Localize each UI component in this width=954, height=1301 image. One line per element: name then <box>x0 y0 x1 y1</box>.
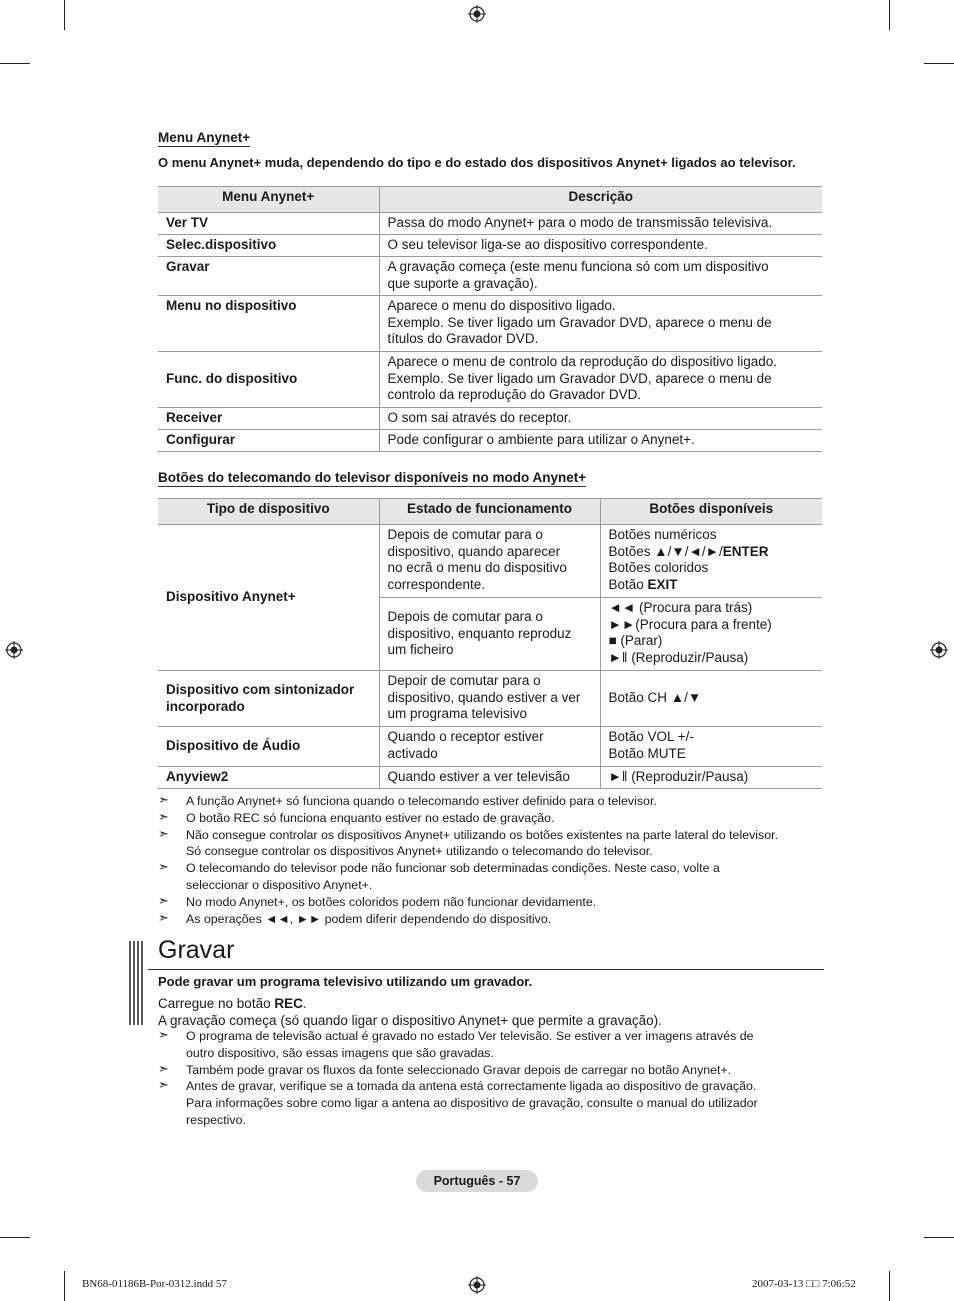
gravar-subtitle: Pode gravar um programa televisivo utilizando um gravador. <box>158 974 533 989</box>
note-text: Para informações sobre como ligar a antena ao dispositivo de gravação, consulte o manual do utilizador <box>186 1096 758 1111</box>
registration-mark-icon <box>468 1276 486 1294</box>
registration-mark-icon <box>468 5 486 23</box>
text-line: Pode configurar o ambiente para utilizar o Anynet+. <box>387 432 695 447</box>
text-line: O som sai através do receptor. <box>387 410 572 425</box>
section-marker <box>129 941 145 1025</box>
state-cell <box>379 598 600 671</box>
page-number-badge: Português - 57 <box>416 1170 538 1192</box>
table-row <box>158 767 822 789</box>
col-buttons-header: Botões disponíveis <box>600 499 822 525</box>
crop-mark <box>64 0 65 30</box>
text-line: que suporte a gravação). <box>387 275 538 291</box>
note-arrow-icon: ➣ <box>158 892 169 908</box>
registration-mark-icon <box>5 641 23 659</box>
anynet-menu-table <box>158 186 822 452</box>
text-line: Exemplo. Se tiver ligado um Gravador DVD, aparece o menu de <box>387 370 772 386</box>
menu-item-label: Selec.dispositivo <box>158 235 379 257</box>
buttons-line: Botões coloridos <box>608 560 709 575</box>
note-item <box>158 911 778 928</box>
menu-intro: O menu Anynet+ muda, dependendo do tipo e do estado dos dispositivos Anynet+ ligados ao televisor. <box>158 155 796 170</box>
text-line: ■ (Parar) <box>608 633 663 648</box>
menu-item-label: Gravar <box>158 257 379 296</box>
menu-item-description <box>379 257 822 296</box>
gravar-result: A gravação começa (só quando ligar o dispositivo Anynet+ que permite a gravação). <box>158 1013 662 1028</box>
note-arrow-icon: ➣ <box>158 859 169 875</box>
text-line: Botão VOL +/- <box>608 729 694 744</box>
buttons-cell: Botão CH ▲/▼ <box>600 671 822 727</box>
menu-item-label: Menu no dispositivo <box>158 296 379 352</box>
device-type-cell: Dispositivo de Áudio <box>158 727 379 767</box>
crop-mark <box>924 1237 954 1238</box>
crop-mark <box>889 0 890 30</box>
date-slug: 2007-03-13 □□ 7:06:52 <box>752 1278 856 1290</box>
notes-list <box>158 793 778 927</box>
text-line: activado <box>387 745 438 761</box>
text-line: ►►(Procura para a frente) <box>608 616 772 632</box>
text-line: Botão MUTE <box>608 745 686 761</box>
note-item <box>158 827 778 861</box>
note-item <box>158 793 778 810</box>
text-line: Quando o receptor estiver <box>387 729 544 744</box>
buttons-cell: ►‖ (Reproduzir/Pausa) <box>600 767 822 789</box>
note-text: As operações ◄◄, ►► podem diferir dependendo do dispositivo. <box>186 911 552 926</box>
arrows-text: Botões ▲/▼/◄/►/ <box>608 543 723 559</box>
menu-item-label: Func. do dispositivo <box>158 352 379 408</box>
device-type-cell: Dispositivo Anynet+ <box>158 525 379 671</box>
text-line: Aparece o menu de controlo da reprodução do dispositivo ligado. <box>387 354 778 369</box>
menu-item-description <box>379 235 822 257</box>
table-row <box>158 430 822 452</box>
table-row <box>158 213 822 235</box>
text-line: Depoir de comutar para o <box>387 673 541 688</box>
instruction-suffix: . <box>302 996 307 1011</box>
text-line: Depois de comutar para o <box>387 527 543 542</box>
section-heading-menu: Menu Anynet+ <box>158 130 251 145</box>
crop-mark <box>64 1271 65 1301</box>
instruction-prefix: Carregue no botão <box>158 996 275 1011</box>
section-heading-buttons: Botões do telecomando do televisor disponíveis no modo Anynet+ <box>158 470 587 485</box>
crop-mark <box>0 1237 30 1238</box>
note-item <box>158 1062 758 1079</box>
device-type-cell: Anyview2 <box>158 767 379 789</box>
state-cell <box>379 727 600 767</box>
note-arrow-icon: ➣ <box>158 1060 169 1076</box>
note-arrow-icon: ➣ <box>158 808 169 824</box>
text-line: Passa do modo Anynet+ para o modo de transmissão televisiva. <box>387 215 773 230</box>
text-line: controlo da reprodução do Gravador DVD. <box>387 387 642 402</box>
col-type-header: Tipo de dispositivo <box>158 499 379 525</box>
state-cell <box>379 671 600 727</box>
col-state-header: Estado de funcionamento <box>379 499 600 525</box>
exit-text: EXIT <box>647 576 678 592</box>
table-row <box>158 296 822 352</box>
menu-item-description <box>379 408 822 430</box>
table-row <box>158 671 822 727</box>
file-slug: BN68-01186B-Por-0312.indd 57 <box>82 1278 227 1290</box>
text-line: dispositivo, enquanto reproduz <box>387 625 572 641</box>
text-line: Depois de comutar para o <box>387 609 543 625</box>
note-text: Não consegue controlar os dispositivos Anynet+ utilizando os botões existentes na parte lateral do televisor. <box>186 827 779 842</box>
divider <box>148 969 824 970</box>
crop-mark <box>0 63 30 64</box>
note-text: seleccionar o dispositivo Anynet+. <box>186 877 373 892</box>
note-text: Só consegue controlar os dispositivos Anynet+ utilizando o telecomando do televisor. <box>186 844 653 859</box>
text-line: dispositivo, quando aparecer <box>387 543 561 559</box>
menu-item-label: Receiver <box>158 408 379 430</box>
buttons-cell <box>600 525 822 598</box>
table-row <box>158 727 822 767</box>
crop-mark <box>889 1271 890 1301</box>
note-text: A função Anynet+ só funciona quando o telecomando estiver definido para o televisor. <box>186 794 657 808</box>
gravar-instruction <box>158 995 307 1012</box>
note-arrow-icon: ➣ <box>158 1027 169 1042</box>
page-title: Gravar <box>158 936 235 964</box>
menu-item-label: Configurar <box>158 430 379 452</box>
note-item <box>158 1028 758 1062</box>
menu-item-label: Ver TV <box>158 213 379 235</box>
note-item <box>158 860 778 894</box>
text-line: Dispositivo com sintonizador <box>166 682 355 697</box>
table-row <box>158 525 822 598</box>
menu-item-description <box>379 296 822 352</box>
note-text: O botão REC só funciona enquanto estiver no estado de gravação. <box>186 810 555 825</box>
menu-item-description <box>379 430 822 452</box>
text-line: dispositivo, quando estiver a ver <box>387 689 581 705</box>
note-arrow-icon: ➣ <box>158 825 169 841</box>
exit-prefix: Botão <box>608 576 648 592</box>
buttons-line: Botões numéricos <box>608 527 717 542</box>
menu-item-description <box>379 213 822 235</box>
note-item <box>158 894 778 911</box>
note-arrow-icon: ➣ <box>158 1077 169 1093</box>
buttons-line <box>609 577 815 594</box>
text-line: Exemplo. Se tiver ligado um Gravador DVD, aparece o menu de <box>387 314 772 330</box>
remote-buttons-table <box>158 498 822 789</box>
note-text: Antes de gravar, verifique se a tomada da antena está correctamente ligada ao dispositivo de gravação. <box>186 1079 757 1094</box>
text-line: no ecrã o menu do dispositivo <box>387 560 567 575</box>
enter-text: ENTER <box>722 543 769 559</box>
note-text: outro dispositivo, são essas imagens que são gravadas. <box>186 1045 494 1060</box>
text-line: um programa televisivo <box>387 706 528 721</box>
col-desc-header: Descrição <box>379 187 822 213</box>
menu-rows <box>158 213 822 452</box>
buttons-line <box>609 544 815 561</box>
text-line: O seu televisor liga-se ao dispositivo correspondente. <box>387 237 708 252</box>
note-text: respectivo. <box>186 1112 246 1127</box>
note-arrow-icon: ➣ <box>158 909 169 925</box>
text-line: incorporado <box>166 698 245 714</box>
rec-text: REC <box>274 996 303 1011</box>
state-cell: Quando estiver a ver televisão <box>379 767 600 789</box>
note-text: No modo Anynet+, os botões coloridos podem não funcionar devidamente. <box>186 894 597 909</box>
table-row <box>158 408 822 430</box>
col-menu-header: Menu Anynet+ <box>158 187 379 213</box>
note-item <box>158 1078 758 1128</box>
table-row <box>158 352 822 408</box>
text-line: ◄◄ (Procura para trás) <box>608 600 753 615</box>
note-text: O telecomando do televisor pode não funcionar sob determinadas condições. Neste caso, volte a <box>186 861 720 876</box>
text-line: um ficheiro <box>387 642 454 658</box>
buttons-cell <box>600 598 822 671</box>
crop-mark <box>924 63 954 64</box>
table-row <box>158 235 822 257</box>
notes-list <box>158 1028 758 1129</box>
note-text: O programa de televisão actual é gravado no estado Ver televisão. Se estiver a ver imagens através de <box>186 1029 754 1043</box>
note-text: Também pode gravar os fluxos da fonte seleccionado Gravar depois de carregar no botão Anynet+. <box>186 1062 732 1077</box>
menu-item-description <box>379 352 822 408</box>
registration-mark-icon <box>930 641 948 659</box>
text-line: correspondente. <box>387 576 486 592</box>
text-line: títulos do Gravador DVD. <box>387 331 539 346</box>
text-line: A gravação começa (este menu funciona só com um dispositivo <box>387 259 769 274</box>
note-item <box>158 810 778 827</box>
note-arrow-icon: ➣ <box>158 792 169 807</box>
text-line: ►‖ (Reproduzir/Pausa) <box>608 649 749 665</box>
text-line: Aparece o menu do dispositivo ligado. <box>387 298 616 313</box>
table-row <box>158 257 822 296</box>
device-type-cell <box>158 671 379 727</box>
buttons-cell <box>600 727 822 767</box>
state-cell <box>379 525 600 598</box>
